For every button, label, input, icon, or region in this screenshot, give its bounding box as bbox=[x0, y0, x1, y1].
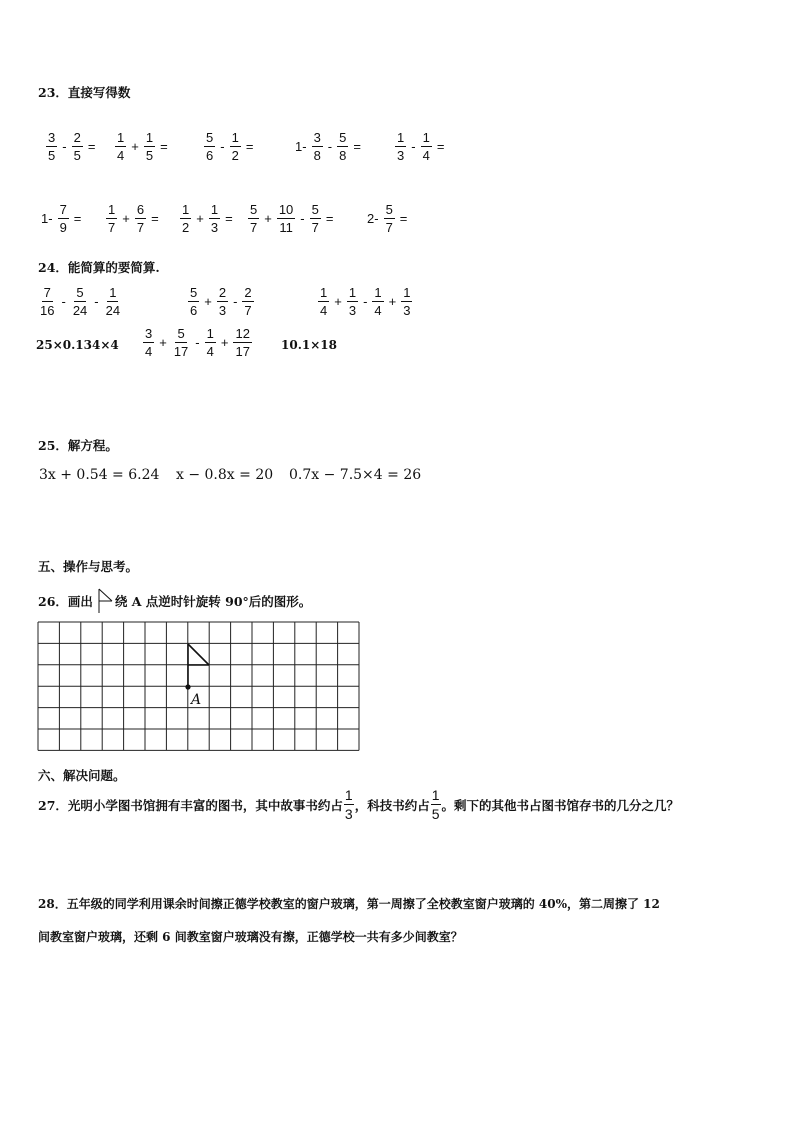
numerator: 2 bbox=[73, 130, 81, 145]
q23-expr bbox=[178, 203, 236, 234]
numerator: 2 bbox=[218, 285, 227, 300]
q27-text bbox=[38, 788, 679, 821]
operator: = bbox=[87, 139, 96, 154]
operator: = bbox=[225, 211, 233, 226]
fraction bbox=[104, 286, 122, 317]
operator: + bbox=[196, 211, 204, 226]
operator: - bbox=[363, 294, 368, 309]
denominator: 24 bbox=[72, 303, 88, 318]
q23-title: 23．直接写得数 bbox=[38, 85, 131, 100]
fraction bbox=[384, 203, 395, 234]
numerator: 1 bbox=[422, 130, 430, 145]
q23-expr bbox=[202, 131, 256, 162]
fraction bbox=[204, 131, 215, 162]
denominator: 17 bbox=[173, 344, 189, 359]
denominator: 7 bbox=[108, 220, 116, 235]
fraction bbox=[242, 286, 253, 317]
fraction bbox=[347, 286, 358, 317]
operator: - bbox=[220, 139, 225, 154]
denominator: 7 bbox=[385, 220, 393, 235]
equation: 3x + 0.54 = 6.24 bbox=[39, 467, 160, 483]
fraction bbox=[71, 286, 89, 317]
fraction bbox=[233, 327, 251, 358]
numerator: 1 bbox=[109, 285, 117, 300]
fraction bbox=[310, 203, 321, 234]
denominator: 16 bbox=[40, 303, 55, 318]
operator: = bbox=[399, 211, 408, 226]
q27-part2: ，科技书约占 bbox=[354, 797, 430, 813]
q28-line2: 间教室窗户玻璃，还剩 6 间教室窗户玻璃没有擦，正德学校一共有多少间教室？ bbox=[38, 930, 463, 944]
denominator: 8 bbox=[313, 148, 321, 163]
numerator: 5 bbox=[177, 326, 185, 341]
denominator: 3 bbox=[403, 303, 411, 318]
operator: + bbox=[264, 211, 272, 226]
fraction bbox=[135, 203, 146, 234]
q28-line1: 28．五年级的同学利用课余时间擦正德学校教室的窗户玻璃，第一周擦了全校教室窗户玻璃的 40%，第二周擦了 12 bbox=[38, 897, 660, 911]
denominator: 2 bbox=[231, 148, 239, 163]
q23-expr bbox=[104, 203, 162, 234]
operator: + bbox=[159, 335, 167, 350]
denominator: 17 bbox=[235, 344, 250, 359]
q27-part1: 27．光明小学图书馆拥有丰富的图书，其中故事书约占 bbox=[38, 797, 343, 813]
fraction bbox=[277, 203, 295, 234]
operator: = bbox=[436, 139, 445, 154]
denominator: 11 bbox=[279, 220, 293, 235]
operator: - bbox=[62, 139, 67, 154]
q24-expr bbox=[186, 286, 256, 317]
operator: - bbox=[300, 211, 305, 226]
equation: x − 0.8x = 20 bbox=[176, 467, 274, 483]
numerator: 1 bbox=[231, 130, 239, 145]
fraction bbox=[172, 327, 190, 358]
q25-title: 25．解方程。 bbox=[38, 438, 118, 453]
point-a-label: A bbox=[191, 692, 202, 708]
term: 25×0.134×4 bbox=[36, 338, 119, 352]
numerator: 1 bbox=[108, 202, 116, 217]
denominator: 5 bbox=[48, 148, 56, 163]
numerator: 7 bbox=[59, 202, 67, 217]
fraction bbox=[115, 131, 126, 162]
fraction bbox=[180, 203, 191, 234]
denominator: 3 bbox=[348, 303, 357, 318]
denominator: 7 bbox=[244, 303, 252, 318]
denominator: 8 bbox=[339, 148, 347, 163]
fraction bbox=[188, 286, 199, 317]
q26-suffix: 绕 A 点逆时针旋转 90°后的图形。 bbox=[114, 594, 312, 609]
term: 1- bbox=[41, 211, 53, 226]
numerator: 3 bbox=[145, 326, 153, 341]
operator: = bbox=[73, 211, 82, 226]
fraction bbox=[337, 131, 348, 162]
numerator: 5 bbox=[190, 285, 198, 300]
operator: + bbox=[204, 294, 212, 309]
fraction bbox=[106, 203, 117, 234]
q24-expr bbox=[36, 338, 119, 352]
q23-expr bbox=[44, 131, 98, 162]
section5-title: 五、操作与思考。 bbox=[38, 559, 139, 574]
operator: - bbox=[61, 294, 66, 309]
denominator: 2 bbox=[182, 220, 190, 235]
fraction bbox=[248, 203, 259, 234]
operator: + bbox=[122, 211, 130, 226]
operator: = bbox=[353, 139, 361, 154]
denominator: 4 bbox=[422, 148, 430, 163]
denominator: 7 bbox=[136, 220, 145, 235]
numerator: 1 bbox=[320, 285, 328, 300]
numerator: 1 bbox=[182, 202, 190, 217]
fraction bbox=[143, 327, 154, 358]
operator: - bbox=[195, 335, 200, 350]
q24-title: 24．能简算的要简算. bbox=[38, 260, 160, 275]
operator: + bbox=[334, 294, 342, 309]
denominator: 3 bbox=[210, 220, 219, 235]
operator: = bbox=[151, 211, 159, 226]
fraction bbox=[230, 131, 241, 162]
q27-fraction-science: $\frac{1}{5}$ bbox=[431, 787, 440, 822]
numerator: 1 bbox=[348, 285, 357, 300]
q23-expr bbox=[113, 131, 171, 162]
denominator: 9 bbox=[59, 220, 67, 235]
numerator: 1 bbox=[403, 285, 411, 300]
rotation-figure bbox=[185, 644, 209, 690]
denominator: 4 bbox=[117, 148, 125, 163]
q24-expr bbox=[281, 338, 337, 352]
q26-prompt bbox=[38, 588, 311, 614]
denominator: 6 bbox=[190, 303, 198, 318]
numerator: 2 bbox=[244, 285, 252, 300]
denominator: 7 bbox=[311, 220, 319, 235]
flag-shape-icon bbox=[94, 588, 114, 614]
q23-expr bbox=[292, 131, 364, 162]
numerator: 1 bbox=[210, 202, 219, 217]
denominator: 4 bbox=[145, 344, 153, 359]
fraction bbox=[46, 131, 57, 162]
fraction bbox=[144, 131, 155, 162]
q27-fraction-story: $\frac{1}{3}$ bbox=[344, 787, 353, 822]
numerator: 6 bbox=[136, 202, 145, 217]
operator: - bbox=[233, 294, 238, 309]
numerator: 1 bbox=[117, 130, 125, 145]
numerator: 5 bbox=[311, 202, 319, 217]
numerator: 1 bbox=[206, 326, 214, 341]
denominator: 4 bbox=[374, 303, 382, 318]
fraction bbox=[372, 286, 383, 317]
numerator: 1 bbox=[374, 285, 382, 300]
denominator: 4 bbox=[320, 303, 328, 318]
operator: - bbox=[411, 139, 416, 154]
operator: + bbox=[131, 139, 139, 154]
q23-expr bbox=[38, 203, 84, 234]
numerator: 5 bbox=[76, 285, 84, 300]
numerator: 3 bbox=[48, 130, 56, 145]
numerator: 12 bbox=[235, 326, 250, 341]
fraction bbox=[209, 203, 220, 234]
fraction bbox=[72, 131, 83, 162]
fraction bbox=[401, 286, 412, 317]
fraction bbox=[217, 286, 228, 317]
operator: + bbox=[220, 335, 229, 350]
denominator: 5 bbox=[145, 148, 154, 163]
operator: = bbox=[160, 139, 168, 154]
q27-part3: 。剩下的其他书占图书馆存书的几分之几？ bbox=[441, 797, 680, 813]
numerator: 5 bbox=[339, 130, 347, 145]
numerator: 1 bbox=[145, 130, 154, 145]
operator: - bbox=[327, 139, 333, 154]
q23-expr bbox=[364, 203, 410, 234]
numerator: 5 bbox=[206, 130, 214, 145]
fraction bbox=[421, 131, 432, 162]
equation: 0.7x − 7.5×4 = 26 bbox=[289, 467, 422, 483]
term: 10.1×18 bbox=[281, 338, 337, 352]
denominator: 24 bbox=[105, 303, 121, 318]
fraction bbox=[312, 131, 323, 162]
q23-expr bbox=[246, 203, 336, 234]
q24-expr bbox=[141, 327, 254, 358]
denominator: 5 bbox=[73, 148, 81, 163]
operator: - bbox=[94, 294, 99, 309]
fraction bbox=[38, 286, 56, 317]
q26-prefix: 26．画出 bbox=[38, 594, 93, 609]
numerator: 5 bbox=[385, 202, 393, 217]
section6-title: 六、解决问题。 bbox=[38, 768, 126, 783]
numerator: 10 bbox=[278, 202, 294, 217]
q24-expr bbox=[36, 286, 124, 317]
q24-expr bbox=[316, 286, 414, 317]
numerator: 5 bbox=[250, 202, 258, 217]
fraction bbox=[205, 327, 216, 358]
point-a-dot bbox=[185, 684, 190, 689]
fraction bbox=[58, 203, 69, 234]
term: 1- bbox=[295, 139, 307, 154]
fraction bbox=[318, 286, 329, 317]
term: 2- bbox=[367, 211, 379, 226]
fraction bbox=[395, 131, 406, 162]
grid-board bbox=[37, 621, 361, 752]
denominator: 3 bbox=[397, 148, 405, 163]
q23-expr bbox=[393, 131, 447, 162]
denominator: 7 bbox=[250, 220, 258, 235]
denominator: 4 bbox=[206, 344, 214, 359]
denominator: 6 bbox=[206, 148, 214, 163]
denominator: 3 bbox=[218, 303, 227, 318]
numerator: 7 bbox=[43, 285, 51, 300]
numerator: 3 bbox=[313, 130, 321, 145]
operator: = bbox=[325, 211, 334, 226]
operator: = bbox=[245, 139, 254, 154]
operator: + bbox=[388, 294, 397, 309]
numerator: 1 bbox=[397, 130, 405, 145]
